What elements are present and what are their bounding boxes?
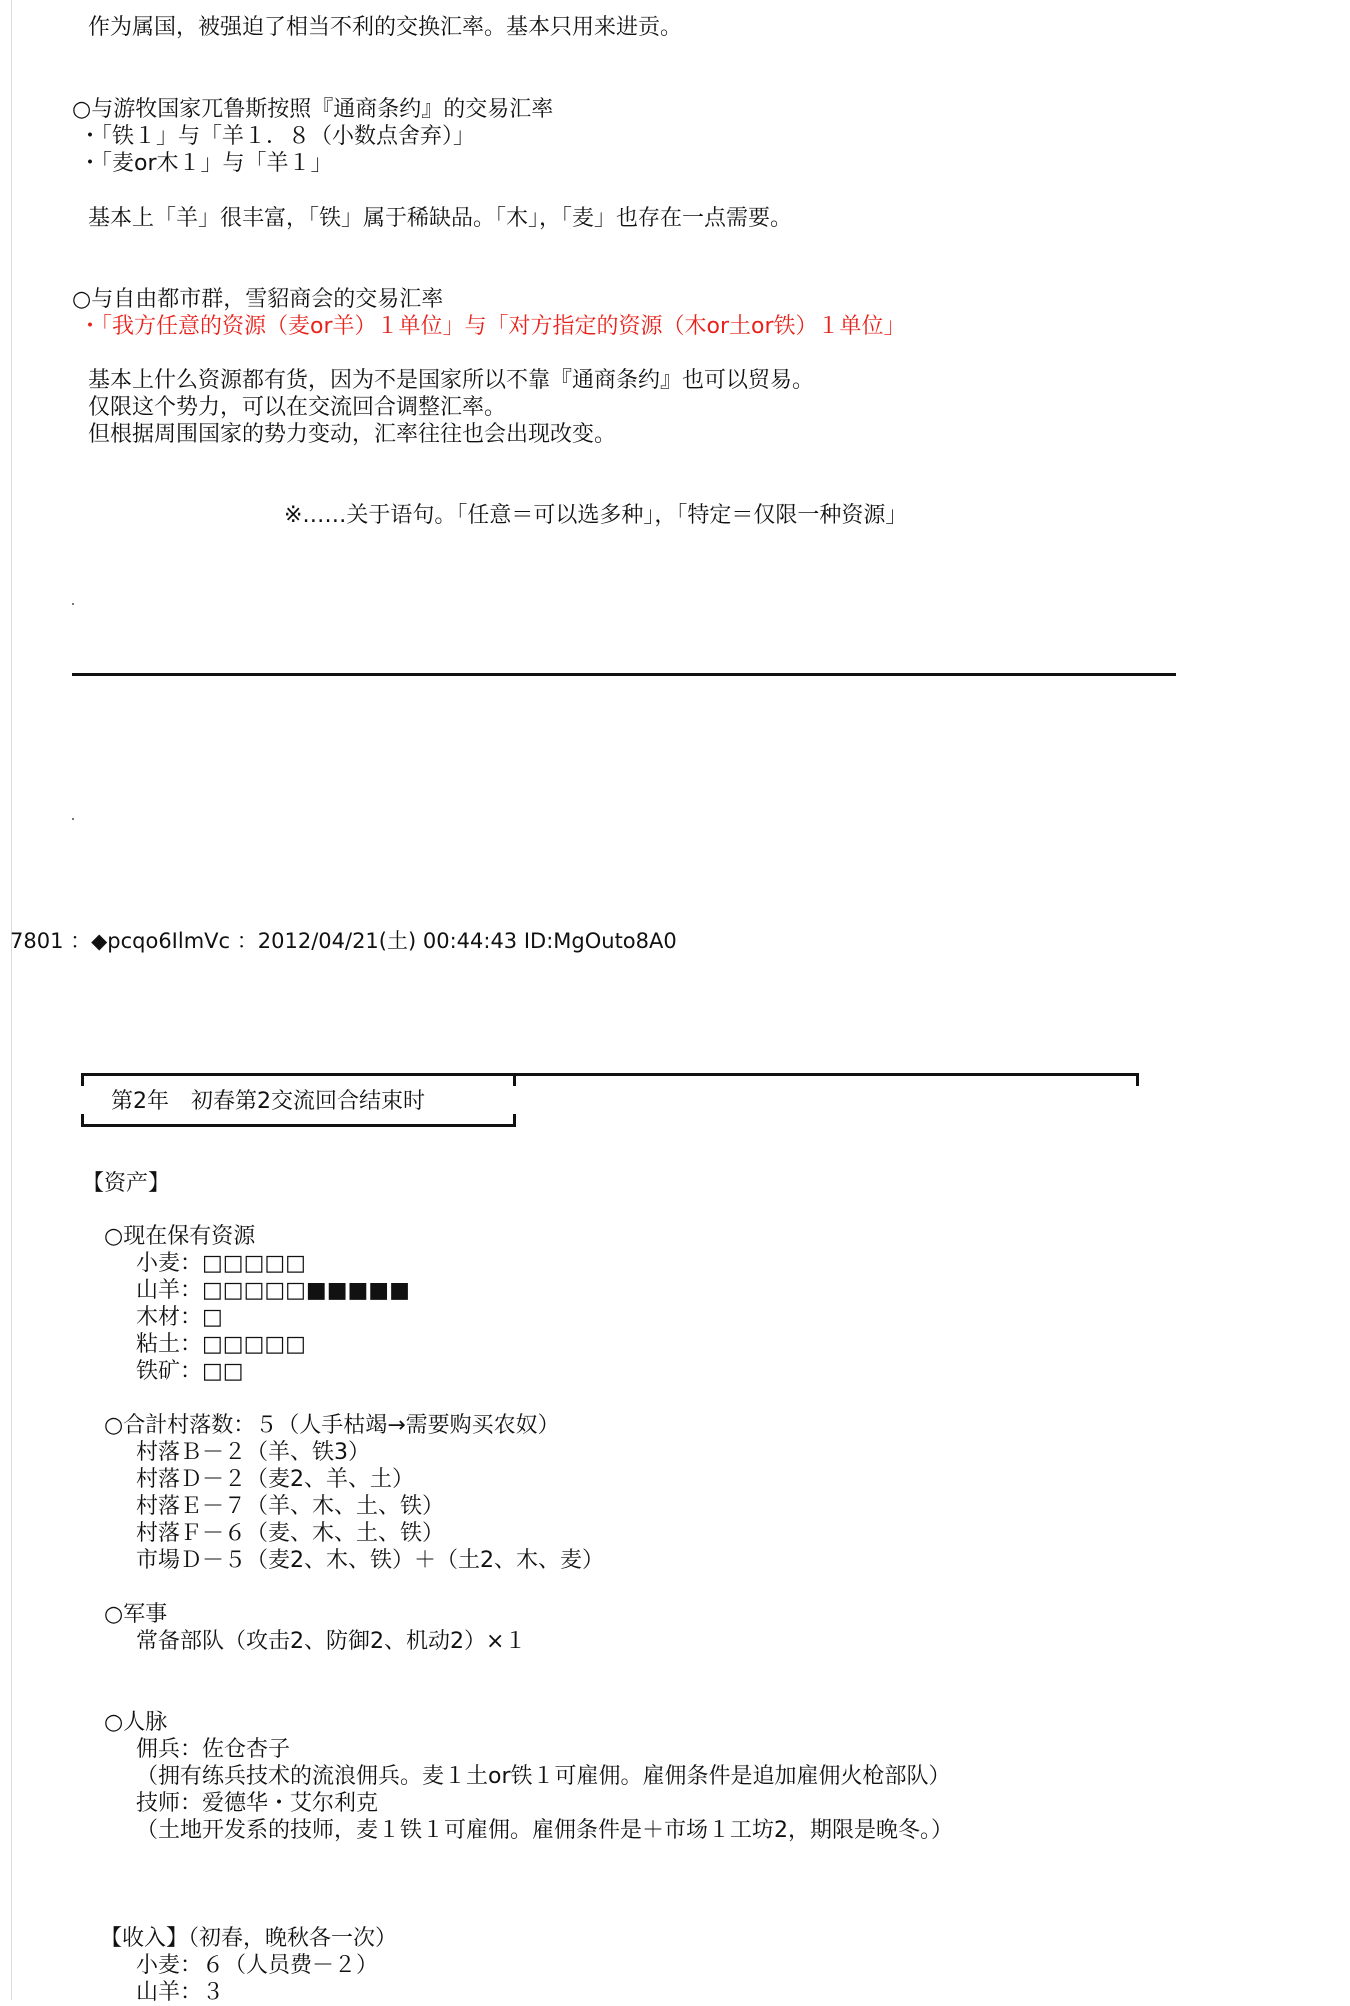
ulus-rate-heading: ○与游牧国家兀鲁斯按照『通商条约』的交易汇率 [72,97,554,122]
contact-mercenary: 佣兵：佐仓杏子 [136,1737,291,1762]
frame-border-bottom [81,1124,516,1127]
military-unit: 常备部队（攻击2、防御2、机动2）×１ [136,1629,527,1654]
resource-clay: 粘土：□□□□□ [136,1332,306,1357]
freecity-note-2: 仅限这个势力，可以在交流回合调整汇率。 [88,395,507,420]
frame-title: 第2年 初春第2交流回合结束时 [111,1089,425,1114]
village-item: 村落Ｄ－２（麦2、羊、土） [136,1467,414,1492]
post-header: 7801 ：◆pcqo6IlmVc ：2012/04/21(土) 00:44:43 ID:MgOuto8A0 [10,929,677,953]
frame-border [513,1114,516,1127]
resource-goat: 山羊：□□□□□■■■■■ [136,1278,410,1303]
stray-dot [72,603,74,605]
income-goat: 山羊：３ [136,1980,225,2005]
village-item: 村落Ｂ－２（羊、铁3） [136,1440,370,1465]
resource-wheat: 小麦：□□□□□ [136,1251,306,1276]
freecity-note-3: 但根据周围国家的势力变动，汇率往往也会出现改变。 [88,422,617,447]
contact-mercenary-desc: （拥有练兵技术的流浪佣兵。麦１土or铁１可雇佣。雇佣条件是追加雇佣火枪部队） [136,1764,951,1789]
section-divider [72,673,1176,676]
resources-heading: ○现在保有资源 [104,1224,256,1249]
village-item: 村落Ｆ－６（麦、木、土、铁） [136,1521,445,1546]
frame-border [81,1114,84,1127]
frame-border-top [81,1073,1139,1076]
ulus-rate-note: 基本上「羊」很丰富，「铁」属于稀缺品。「木」，「麦」也存在一点需要。 [88,206,793,231]
frame-border [1136,1073,1139,1086]
market-item: 市場Ｄ－５（麦2、木、铁）＋（土2、木、麦） [136,1548,604,1573]
freecity-note-1: 基本上什么资源都有货，因为不是国家所以不靠『通商条约』也可以贸易。 [88,368,815,393]
freecity-rate-line: ・「我方任意的资源（麦or羊）１单位」与「对方指定的资源（木or土or铁）１单位」 [72,314,906,339]
military-heading: ○军事 [104,1602,168,1627]
contacts-heading: ○人脉 [104,1710,168,1735]
assets-heading: 【资产】 [82,1171,171,1196]
vassal-rate-note: 作为属国，被强迫了相当不利的交换汇率。基本只用来进贡。 [88,15,683,40]
resource-iron: 铁矿：□□ [136,1359,244,1384]
contact-engineer: 技师：爱德华・艾尔利克 [136,1791,379,1816]
income-wheat: 小麦：６（人员费－２） [136,1953,379,1978]
contact-engineer-desc: （土地开发系的技师，麦１铁１可雇佣。雇佣条件是＋市场１工坊2，期限是晚冬。） [136,1818,953,1843]
left-page-edge [11,0,12,2000]
ulus-rate-iron: ・「铁１」与「羊１．８（小数点舍弃）」 [72,124,475,149]
frame-border [81,1073,84,1086]
ulus-rate-wheat-wood: ・「麦or木１」与「羊１」 [72,151,333,176]
village-item: 村落Ｅ－７（羊、木、土、铁） [136,1494,445,1519]
stray-dot [72,818,74,820]
income-heading: 【收入】（初春，晚秋各一次） [100,1926,398,1951]
resource-wood: 木材：□ [136,1305,223,1330]
frame-border [513,1073,516,1086]
freecity-rate-heading: ○与自由都市群，雪貂商会的交易汇率 [72,287,444,312]
villages-heading: ○合計村落数：５（人手枯竭→需要购买农奴） [104,1413,560,1438]
terminology-note: ※……关于语句。「任意＝可以选多种」，「特定＝仅限一种资源」 [284,503,908,528]
